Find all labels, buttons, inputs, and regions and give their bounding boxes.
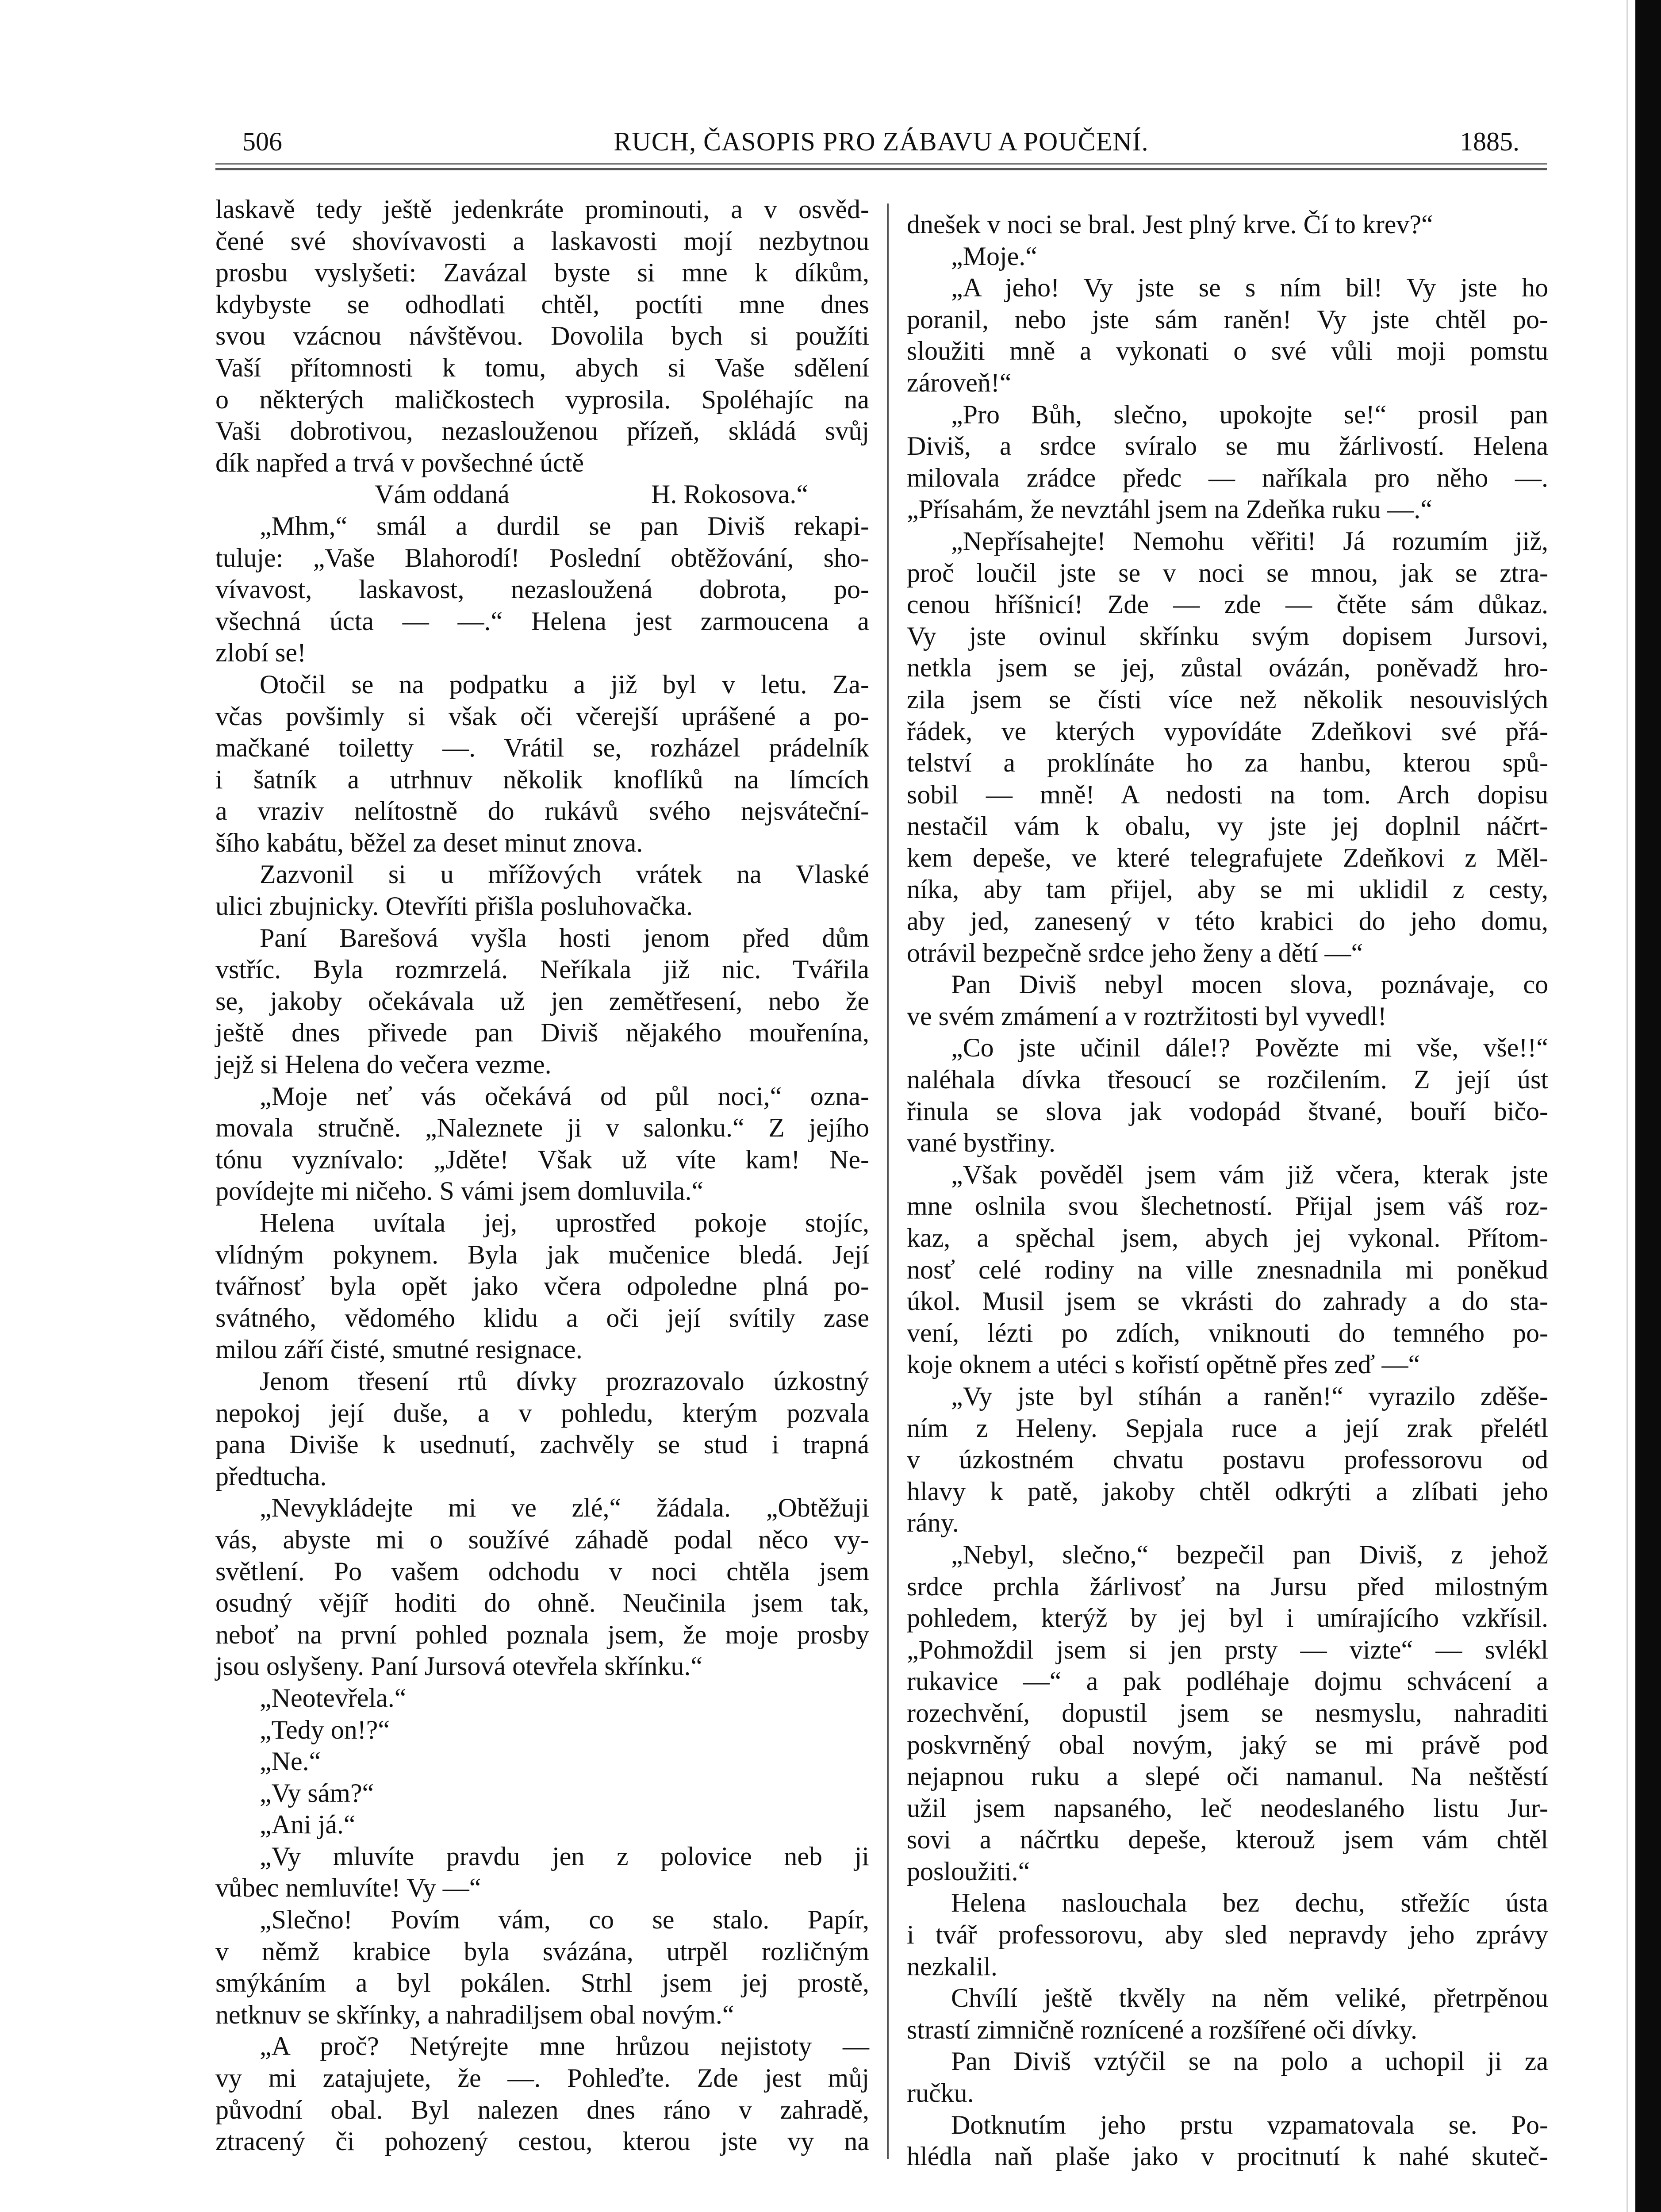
text-line: ztracený či pohozený cestou, kterou jste vy na (215, 2127, 869, 2156)
text-line: vy mi zatajujete, že —. Pohleďte. Zde jest můj (215, 2063, 869, 2093)
paragraph (907, 1381, 1548, 1539)
text-line: užil jsem napsaného, leč neodeslaného listu Jur- (907, 1793, 1548, 1823)
text-line: ručku. (907, 2078, 974, 2108)
paragraph (215, 1778, 869, 1809)
text-line: nezkalil. (907, 1951, 997, 1981)
text-line: „Přísahám, že nevztáhl jsem na Zdeňka ruku —.“ (907, 495, 1432, 524)
text-line: rozechvění, dopustil jsem se nesmyslu, nahraditi (907, 1698, 1548, 1728)
paragraph (215, 1809, 869, 1841)
text-line: „Co jste učinil dále!? Povězte mi vše, vše!!“ (951, 1033, 1548, 1063)
text-line: „Pro Bůh, slečno, upokojte se!“ prosil pan (951, 399, 1548, 429)
text-line: včas povšimly si však oči včerejší uprášené a po- (215, 701, 869, 731)
text-line: „Ne.“ (260, 1747, 321, 1776)
text-line: sobil — mně! A nedosti na tom. Arch dopisu (907, 780, 1548, 809)
right-column (907, 209, 1548, 2173)
text-line: ještě dnes přivede pan Diviš nějakého mouřenína, (215, 1018, 869, 1048)
text-line: dík napřed a trvá v povšechné úctě (215, 448, 584, 477)
text-line: čené své shovívavosti a laskavosti mojí nezbytnou (215, 226, 869, 256)
text-line: osudný vějíř hoditi do ohně. Neučinila jsem tak, (215, 1588, 869, 1618)
paragraph (215, 1841, 869, 1904)
text-line: mne oslnila svou šlechetností. Přijal jsem váš roz- (907, 1191, 1548, 1221)
text-line: Pan Diviš vztýčil se na polo a uchopil ji za (951, 2047, 1548, 2076)
scan-dark-border (1635, 0, 1661, 2212)
text-line: zlobí se! (215, 638, 306, 668)
text-line: Pan Diviš nebyl mocen slova, poznávaje, co (951, 970, 1548, 999)
paragraph (907, 241, 1548, 273)
left-column (215, 194, 869, 2158)
text-line: povídejte mi ničeho. S vámi jsem domluvila.“ (215, 1176, 704, 1206)
text-line: „Vy sám?“ (260, 1778, 374, 1808)
paragraph (907, 1982, 1548, 2046)
text-line: Zazvonil si u mřížových vrátek na Vlaské (260, 860, 869, 889)
column-divider (887, 204, 889, 2159)
paragraph (907, 1539, 1548, 1888)
signature (215, 479, 869, 511)
paragraph (215, 1207, 869, 1366)
scan-edge-line (1626, 0, 1628, 2212)
text-line: Vaší přítomnosti k tomu, abych si Vaše sdělení (215, 353, 869, 382)
text-line: strastí zimničně roznícené a rozšířené oči dívky. (907, 2015, 1417, 2044)
signature-name: H. Rokosova.“ (651, 480, 808, 509)
text-line: i tvář professorovu, aby sled nepravdy jeho zprávy (907, 1920, 1548, 1950)
text-line: řádek, ve kterých vypovídáte Zdeňkovi své přá- (907, 716, 1548, 746)
text-line: prosbu vyslyšeti: Zavázal byste si mne k díkům, (215, 258, 869, 288)
text-line: rány. (907, 1508, 959, 1538)
year: 1885. (1460, 127, 1519, 156)
paragraph (215, 1746, 869, 1778)
text-line: hlavy k patě, jakoby chtěl odkrýti a zlíbati jeho (907, 1476, 1548, 1506)
text-line: milou září čisté, smutné resignace. (215, 1335, 583, 1364)
text-line: pohledem, kterýž by jej byl i umírajícího vzkřísil. (907, 1603, 1548, 1633)
text-line: světlení. Po vašem odchodu v noci chtěla jsem (215, 1556, 869, 1586)
text-line: cenou hříšnicí! Zde — zde — čtěte sám důkaz. (907, 590, 1548, 619)
text-line: kdybyste se odhodlati chtěl, poctíti mne dnes (215, 289, 869, 319)
text-line: nosť celé rodiny na ville znesnadnila mi poněkud (907, 1255, 1548, 1284)
text-line: naléhala dívka třesoucí se rozčilením. Z její úst (907, 1065, 1548, 1094)
text-line: zároveň!“ (907, 368, 1012, 397)
text-line: tvářnosť byla opět jako včera odpoledne plná po- (215, 1271, 869, 1301)
text-line: Otočil se na podpatku a již byl v letu. Za- (260, 669, 869, 699)
paragraph (215, 859, 869, 922)
text-line: svátného, vědomého klidu a oči její svítily zase (215, 1303, 869, 1333)
text-line: laskavě tedy ještě jedenkráte prominouti, a v osvěd- (215, 195, 869, 224)
paragraph (215, 2031, 869, 2157)
text-line: kaz, a spěchal jsem, abych jej vykonal. Přítom- (907, 1223, 1548, 1252)
paragraph (215, 1081, 869, 1207)
text-line: vůbec nemluvíte! Vy —“ (215, 1873, 481, 1903)
text-line: vívavost, laskavost, nezasloužená dobrota, po- (215, 575, 869, 604)
text-line: nestačil vám k obalu, vy jste jej doplnil náčrt- (907, 811, 1548, 841)
paragraph (907, 1032, 1548, 1159)
text-line: Dotknutím jeho prstu vzpamatovala se. Po- (951, 2110, 1548, 2139)
text-line: „A proč? Netýrejte mne hrůzou nejistoty — (260, 2032, 869, 2061)
text-line: netkla jsem se jej, zůstal ovázán, poněvadž hro- (907, 653, 1548, 683)
text-line: vlídným pokynem. Byla jak mučenice bledá. Její (215, 1240, 869, 1269)
text-line: vstříc. Byla rozmrzelá. Neříkala již nic. Tvářila (215, 955, 869, 984)
text-line: tónu vyznívalo: „Jděte! Však už víte kam! Ne- (215, 1144, 869, 1174)
text-line: poranil, nebo jste sám raněn! Vy jste chtěl po- (907, 304, 1548, 334)
text-line: jejž si Helena do večera vezme. (215, 1050, 552, 1079)
header-rule-bottom (215, 168, 1547, 170)
text-line: ním z Heleny. Sepjala ruce a její zrak přelétl (907, 1413, 1548, 1443)
paragraph (215, 1904, 869, 2031)
text-line: „Pohmoždil jsem si jen prsty — vizte“ — svlékl (907, 1635, 1548, 1664)
paragraph (907, 2109, 1548, 2173)
text-line: „Nevykládejte mi ve zlé,“ žádala. „Obtěžuji (260, 1493, 869, 1523)
paragraph (215, 1682, 869, 1714)
text-line: níka, aby tam přijel, aby se mi uklidil z cesty, (907, 875, 1548, 904)
text-line: „Slečno! Povím vám, co se stalo. Papír, (260, 1905, 869, 1935)
text-line: rukavice —“ a pak podléhaje dojmu schvácení a (907, 1667, 1548, 1696)
signature-closing: Vám oddaná (375, 480, 510, 509)
text-line: původní obal. Byl nalezen dnes ráno v zahradě, (215, 2095, 869, 2124)
text-line: posloužiti.“ (907, 1856, 1030, 1886)
text-line: aby jed, zanesený v této krabici do jeho domu, (907, 906, 1548, 936)
text-line: „Ani já.“ (260, 1810, 356, 1839)
text-line: předtucha. (215, 1461, 327, 1491)
text-line: mačkané toiletty —. Vrátil se, rozházel prádelník (215, 733, 869, 763)
text-line: vení, lézti po zdích, vniknouti do temného po- (907, 1318, 1548, 1348)
text-line: srdce prchla žárlivosť na Jursu před milostným (907, 1571, 1548, 1601)
text-line: kem depeše, ve které telegrafujete Zdeňkovi z Měl- (907, 843, 1548, 872)
text-line: a vraziv nelítostně do rukávů svého nejsváteční- (215, 796, 869, 826)
paragraph (215, 1714, 869, 1746)
text-line: otrávil bezpečně srdce jeho ženy a dětí —“ (907, 938, 1363, 968)
text-line: poskvrněný obal novým, jaký se mi právě pod (907, 1730, 1548, 1759)
text-line: „Vy mluvíte pravdu jen z polovice neb ji (260, 1841, 869, 1871)
text-line: movala stručně. „Naleznete ji v salonku.“ Z jejího (215, 1113, 869, 1143)
text-line: šího kabátu, běžel za deset minut znova. (215, 828, 643, 857)
paragraph (215, 1492, 869, 1682)
paragraph (907, 526, 1548, 969)
paragraph (907, 1887, 1548, 1982)
text-line: netknuv se skřínky, a nahradiljsem obal novým.“ (215, 2000, 734, 2029)
text-line: se, jakoby očekávala už jen zemětřesení, nebo že (215, 986, 869, 1016)
paragraph (907, 969, 1548, 1032)
text-line: Jenom třesení rtů dívky prozrazovalo úzkostný (260, 1366, 869, 1396)
text-line: „A jeho! Vy jste se s ním bil! Vy jste ho (951, 273, 1548, 303)
text-line: „Moje.“ (951, 241, 1037, 271)
text-line: všechná úcta — —.“ Helena jest zarmoucena a (215, 606, 869, 636)
text-line: o některých maličkostech vyprosila. Spoléhajíc na (215, 384, 869, 414)
text-line: zila jsem se čísti více než několik nesouvislých (907, 684, 1548, 714)
text-line: ulici zbujnicky. Otevříti přišla posluhovačka. (215, 891, 693, 921)
text-line: Vaši dobrotivou, nezaslouženou přízeň, skládá svůj (215, 416, 869, 446)
text-line: Diviš, a srdce svíralo se mu žárlivostí. Helena (907, 431, 1548, 461)
text-line: Vy jste ovinul skřínku svým dopisem Jursovi, (907, 621, 1548, 651)
text-line: sovi a náčrtku depeše, kterouž jsem vám chtěl (907, 1825, 1548, 1855)
header-rule-top (215, 163, 1547, 165)
paragraph (215, 669, 869, 859)
text-line: dnešek v noci se bral. Jest plný krve. Čí to krev?“ (907, 210, 1433, 239)
text-line: Helena uvítala jej, uprostřed pokoje stojíc, (260, 1208, 869, 1237)
text-line: „Však pověděl jsem vám již včera, kterak jste (951, 1160, 1548, 1189)
paragraph (215, 922, 869, 1081)
text-line: nepokoj její duše, a v pohledu, kterým pozvala (215, 1398, 869, 1428)
paragraph (907, 1159, 1548, 1381)
paragraph (907, 399, 1548, 526)
text-line: pana Diviše k usednutí, zachvěly se stud i trapná (215, 1430, 869, 1459)
text-line: jsou oslyšeny. Paní Jursová otevřela skřínku.“ (215, 1651, 702, 1681)
text-line: tuluje: „Vaše Blahorodí! Poslední obtěžování, sho- (215, 543, 869, 572)
text-line: ve svém zmámení a v roztržitosti byl vyvedl! (907, 1001, 1387, 1031)
page-number: 506 (242, 127, 282, 156)
text-line: Paní Barešová vyšla hosti jenom před dům (260, 923, 869, 952)
paragraph (215, 194, 869, 479)
text-line: koje oknem a utéci s kořistí opětně přes zeď —“ (907, 1350, 1420, 1379)
running-title: RUCH, ČASOPIS PRO ZÁBAVU A POUČENÍ. (614, 127, 1149, 156)
text-line: nejapnou ruku a slepé oči namanul. Na neštěstí (907, 1762, 1548, 1791)
paragraph (907, 209, 1548, 241)
text-line: milovala zrádce předc — naříkala pro něho —. (907, 463, 1548, 492)
text-line: sloužiti mně a vykonati o své vůli moji pomstu (907, 336, 1548, 366)
text-line: vané bystřiny. (907, 1128, 1056, 1158)
text-line: svou vzácnou návštěvou. Dovolila bych si použíti (215, 321, 869, 351)
text-line: v úzkostném chvatu postavu professorovu od (907, 1445, 1548, 1475)
text-line: „Mhm,“ smál a durdil se pan Diviš rekapi- (260, 511, 869, 541)
paragraph (907, 272, 1548, 399)
text-line: hlédla naň plaše jako v procitnutí k nahé skuteč- (907, 2142, 1548, 2171)
text-line: vás, abyste mi o soužívé záhadě podal něco vy- (215, 1525, 869, 1554)
text-line: úkol. Musil jsem se vkrásti do zahrady a do sta- (907, 1286, 1548, 1316)
paragraph (907, 2046, 1548, 2109)
text-line: „Nebyl, slečno,“ bezpečil pan Diviš, z jehož (951, 1540, 1548, 1569)
text-line: „Neotevřela.“ (260, 1683, 407, 1713)
paragraph (215, 1366, 869, 1492)
paragraph (215, 511, 869, 669)
text-line: Chvílí ještě tkvěly na něm veliké, přetrpěnou (951, 1983, 1548, 2013)
text-line: Helena naslouchala bez dechu, střežíc ústa (951, 1888, 1548, 1918)
text-line: „Vy jste byl stíhán a raněn!“ vyrazilo zděše- (951, 1381, 1548, 1411)
text-line: „Tedy on!?“ (260, 1715, 390, 1744)
text-line: neboť na první pohled poznala jsem, že moje prosby (215, 1620, 869, 1649)
text-line: „Nepřísahejte! Nemohu věřiti! Já rozumím již, (951, 526, 1548, 556)
text-line: proč loučil jste se v noci se mnou, jak se ztra- (907, 558, 1548, 588)
text-line: v němž krabice byla svázána, utrpěl rozličným (215, 1936, 869, 1966)
text-line: i šatník a utrhnuv několik knoflíků na límcích (215, 764, 869, 794)
text-line: řinula se slova jak vodopád štvané, bouří bičo- (907, 1096, 1548, 1126)
text-line: smýkáním a byl pokálen. Strhl jsem jej prostě, (215, 1968, 869, 1998)
text-line: telství a proklínáte ho za hanbu, kterou spů- (907, 748, 1548, 778)
text-line: „Moje neť vás očekává od půl noci,“ ozna- (260, 1081, 869, 1111)
